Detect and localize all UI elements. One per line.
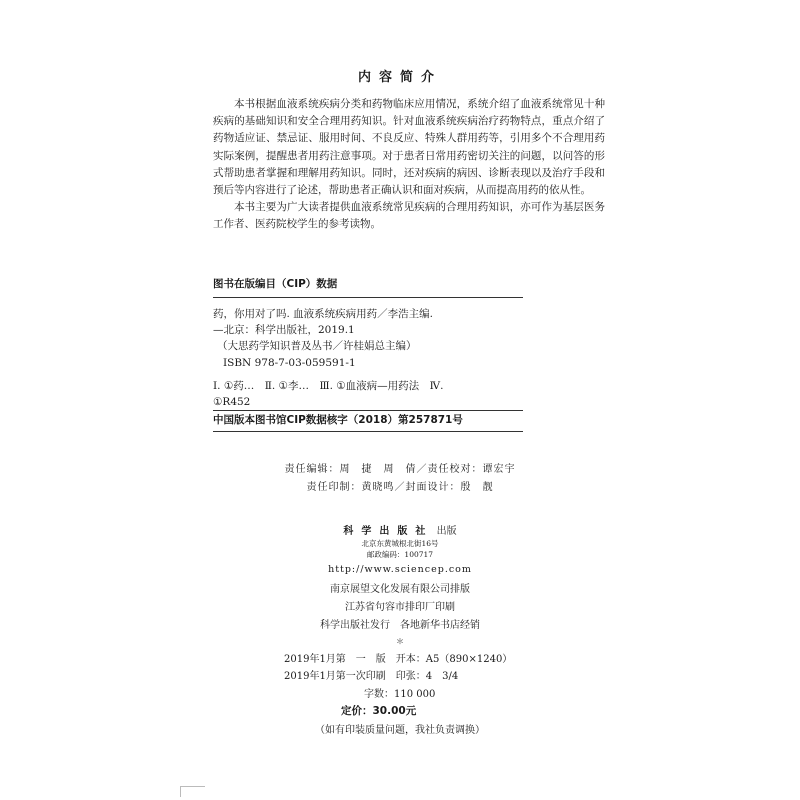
- quality-note: （如有印装质量问题，我社负责调换）: [315, 725, 485, 736]
- cip-bottom-rule: [213, 431, 523, 432]
- classification-line: ①R452: [213, 396, 251, 408]
- responsible-editors: [0, 461, 800, 497]
- classification-line: Ⅰ. ①药… Ⅱ. ①李… Ⅲ. ①血液病—用药法 Ⅳ.: [213, 380, 444, 392]
- edition-info: [284, 652, 544, 685]
- edition-line-2: 2019年1月第一次印刷 印张：4 3/4: [284, 670, 459, 682]
- printer-line: 江苏省句容市排印厂印刷: [345, 602, 455, 613]
- price: 定价：30.00元: [341, 705, 417, 717]
- cip-middle-rule: [213, 410, 523, 411]
- cip-line: （大思药学知识普及丛书／许桂娟总主编）: [217, 340, 417, 353]
- publisher-website: http://www.sciencep.com: [328, 564, 472, 575]
- separator-mark: ＊: [396, 637, 404, 646]
- publisher-address-block: [0, 538, 800, 560]
- publisher-name: 科学出版社: [343, 526, 434, 537]
- cip-line: ISBN 978-7-03-059591-1: [223, 356, 356, 369]
- section-title: 内容简介: [357, 70, 442, 85]
- intro-text: [213, 96, 605, 234]
- typesetting-line: 南京展望文化发展有限公司排版: [330, 584, 470, 595]
- intro-paragraph-1: 本书根据血液系统疾病分类和药物临床应用情况，系统介绍了血液系统常见十种疾病的基础知识和安全合理用药知识。针对血液系统疾病治疗药物特点，重点介绍了药物适应证、禁忌证、服用时间、不良反应、特殊人群用药等，引用多个不合理用药实际案例，提醒患者用药注意事项。对于患者日常用药密切关注的问题，以问答的形式帮助患者掌握和理解用药知识。同时，还对疾病的病因、诊断表现以及治疗手段和预后等内容进行了论述，帮助患者正确认识和面对疾病，从而提高用药的依从性。: [213, 98, 605, 197]
- cip-line: —北京：科学出版社，2019.1: [213, 324, 355, 337]
- distribution-line: 科学出版社发行 各地新华书店经销: [320, 620, 480, 631]
- publisher-suffix: 出版: [436, 526, 457, 537]
- word-count: 字数：110 000: [364, 689, 436, 700]
- cip-number: 中国版本图书馆CIP数据核字（2018）第257871号: [213, 414, 463, 426]
- publisher-address: 北京东黄城根北街16号: [361, 539, 439, 548]
- printing-info: [0, 581, 800, 635]
- intro-paragraph-2: 本书主要为广大读者提供血液系统常见疾病的合理用药知识，亦可作为基层医务工作者、医药院校学生的参考读物。: [213, 201, 605, 231]
- cip-record: [213, 306, 523, 371]
- publisher-postcode: 邮政编码：100717: [366, 550, 434, 559]
- cip-heading: 图书在版编目（CIP）数据: [213, 278, 338, 290]
- editors-line-1: 责任编辑：周 捷 周 倩／责任校对：谭宏宇: [284, 464, 516, 475]
- crop-mark: [180, 786, 205, 797]
- cip-classification: [213, 378, 523, 410]
- cip-line: 药，你用对了吗. 血液系统疾病用药／李浩主编.: [213, 308, 434, 320]
- cip-top-rule: [213, 297, 523, 298]
- edition-line-1: 2019年1月第 一 版 开本：A5（890×1240）: [284, 654, 513, 665]
- editors-line-2: 责任印制：黄晓鸣／封面设计：殷 靓: [306, 482, 494, 493]
- publisher-line: [0, 522, 800, 537]
